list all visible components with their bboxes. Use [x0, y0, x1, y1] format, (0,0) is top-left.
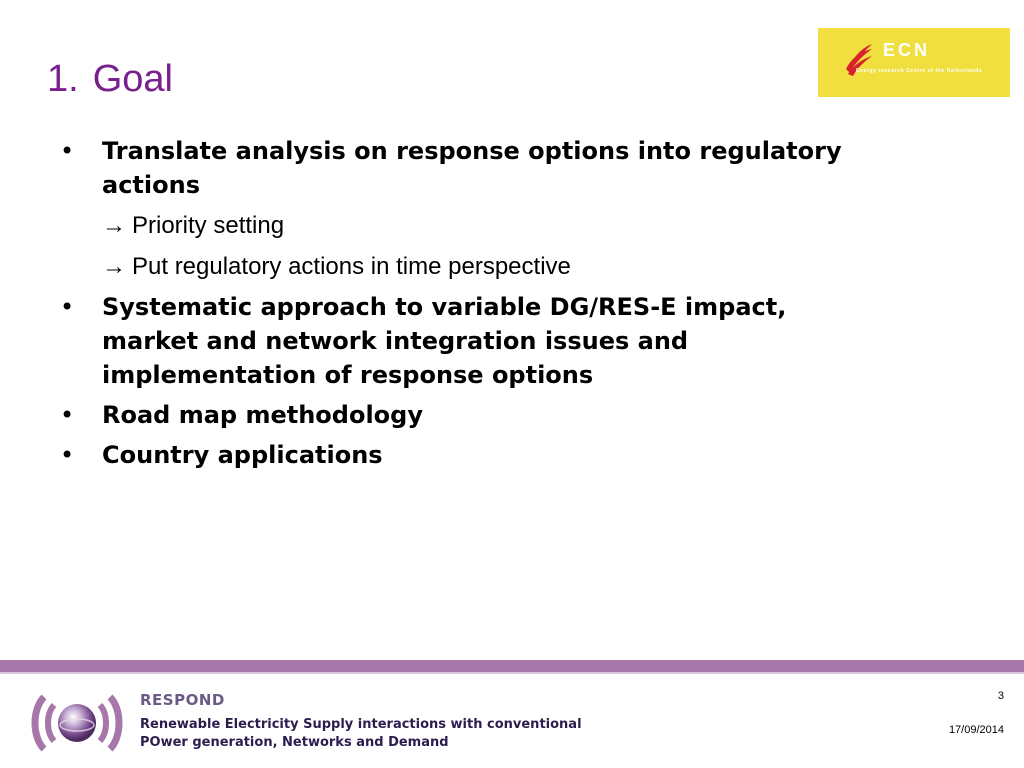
- title-number: 1.: [47, 58, 79, 100]
- respond-tagline-line1: Renewable Electricity Supply interactions with conventional: [140, 717, 582, 732]
- bullet-text: Translate analysis on response options into regulatory actions: [102, 137, 842, 199]
- sub-item-text: Priority setting: [132, 212, 285, 239]
- slide-title: [47, 56, 173, 102]
- bullet-item: [60, 134, 890, 202]
- ecn-logo: [818, 28, 1010, 97]
- sub-item: [60, 209, 890, 243]
- slide-content: [60, 134, 890, 478]
- bullet-dot: •: [60, 137, 75, 165]
- title-text: Goal: [92, 58, 173, 100]
- respond-tagline-line2: POwer generation, Networks and Demand: [140, 735, 449, 750]
- bullet-item: [60, 438, 890, 472]
- slide-date: 17/09/2014: [948, 724, 1004, 736]
- bullet-item: [60, 398, 890, 432]
- bullet-text: Systematic approach to variable DG/RES-E impact, market and network integration issues and implementation of response options: [102, 293, 787, 389]
- footer-bar: [0, 660, 1024, 672]
- bullet-dot: •: [60, 441, 75, 469]
- bullet-item: [60, 290, 890, 392]
- bullet-dot: •: [60, 401, 75, 429]
- sub-item-text: Put regulatory actions in time perspective: [132, 253, 571, 280]
- ecn-name: ECN: [883, 40, 931, 60]
- bullet-text: Road map methodology: [102, 401, 423, 429]
- bullet-text: Country applications: [102, 441, 383, 469]
- respond-name: RESPOND: [140, 691, 225, 709]
- footer-divider: [0, 672, 1024, 674]
- ecn-tagline: Energy research Centre of the Netherlands: [856, 68, 983, 74]
- respond-logo-icon: [30, 687, 125, 759]
- arrow-right-icon: →: [102, 253, 126, 280]
- arrow-right-icon: →: [102, 212, 126, 239]
- bullet-dot: •: [60, 293, 75, 321]
- page-number: 3: [997, 690, 1004, 702]
- sub-item: [60, 250, 890, 284]
